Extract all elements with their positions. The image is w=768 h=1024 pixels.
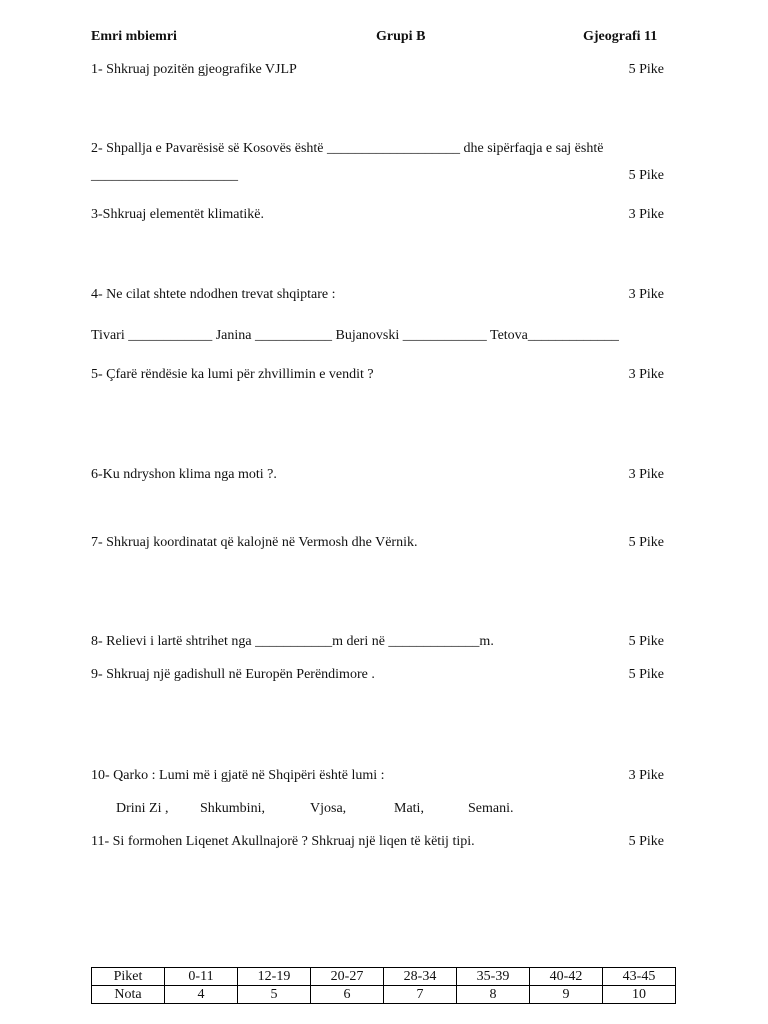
question-5: 5- Çfarë rëndësie ka lumi për zhvillimin e vendit ? [91, 367, 374, 382]
question-1: 1- Shkruaj pozitën gjeografike VJLP [91, 62, 297, 77]
question-6-points: 3 Pike [628, 467, 664, 482]
points-range-cell: 12-19 [238, 968, 311, 986]
question-7-points: 5 Pike [628, 535, 664, 550]
question-8: 8- Relievi i lartë shtrihet nga ___________m deri në _____________m. [91, 634, 494, 649]
grade-cell: 4 [165, 986, 238, 1004]
points-row [92, 968, 676, 986]
question-2: 2- Shpallja e Pavarësisë së Kosovës është ___________________ dhe sipërfaqja e saj është [91, 141, 604, 156]
grade-row-label: Nota [92, 986, 165, 1004]
grade-cell: 10 [603, 986, 676, 1004]
question-6: 6-Ku ndryshon klima nga moti ?. [91, 467, 277, 482]
points-range-cell: 20-27 [311, 968, 384, 986]
grade-row [92, 986, 676, 1004]
question-7: 7- Shkruaj koordinatat që kalojnë në Vermosh dhe Vërnik. [91, 535, 418, 550]
question-3: 3-Shkruaj elementët klimatikë. [91, 207, 265, 222]
question-4-blanks: Tivari ____________ Janina ___________ Bujanovski ____________ Tetova_____________ [91, 328, 619, 343]
question-4: 4- Ne cilat shtete ndodhen trevat shqiptare : [91, 287, 336, 302]
question-10: 10- Qarko : Lumi më i gjatë në Shqipëri është lumi : [91, 768, 385, 783]
group-label: Grupi B [376, 29, 426, 44]
question-8-points: 5 Pike [628, 634, 664, 649]
question-10-option-2: Shkumbini, [200, 801, 265, 816]
question-10-option-1: Drini Zi , [116, 801, 169, 816]
grading-table [91, 967, 676, 1004]
question-10-points: 3 Pike [628, 768, 664, 783]
points-range-cell: 43-45 [603, 968, 676, 986]
grade-cell: 7 [384, 986, 457, 1004]
question-9-points: 5 Pike [628, 667, 664, 682]
points-range-cell: 28-34 [384, 968, 457, 986]
question-1-points: 5 Pike [628, 62, 664, 77]
question-10-option-5: Semani. [468, 801, 514, 816]
question-11-points: 5 Pike [628, 834, 664, 849]
points-row-label: Piket [92, 968, 165, 986]
grade-cell: 9 [530, 986, 603, 1004]
question-2-points: 5 Pike [628, 168, 664, 183]
question-3-points: 3 Pike [628, 207, 664, 222]
question-9: 9- Shkruaj një gadishull në Europën Perëndimore . [91, 667, 375, 682]
question-4-points: 3 Pike [628, 287, 664, 302]
subject-label: Gjeografi 11 [583, 29, 658, 44]
grade-cell: 8 [457, 986, 530, 1004]
grade-cell: 6 [311, 986, 384, 1004]
question-5-points: 3 Pike [628, 367, 664, 382]
question-10-option-3: Vjosa, [310, 801, 347, 816]
question-11: 11- Si formohen Liqenet Akullnajorë ? Shkruaj një liqen të këtij tipi. [91, 834, 475, 849]
points-range-cell: 35-39 [457, 968, 530, 986]
question-10-option-4: Mati, [394, 801, 424, 816]
grade-cell: 5 [238, 986, 311, 1004]
points-range-cell: 0-11 [165, 968, 238, 986]
student-name-label: Emri mbiemri [91, 29, 177, 44]
question-2-blank: _____________________ [91, 168, 238, 183]
points-range-cell: 40-42 [530, 968, 603, 986]
